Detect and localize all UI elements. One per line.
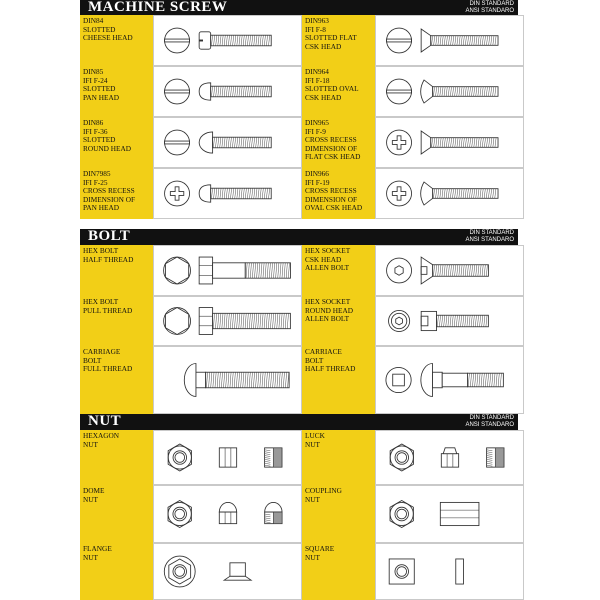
catalog-item [80, 15, 302, 66]
cross-recess-head-icon [387, 130, 412, 155]
item-label-panel [302, 245, 375, 296]
square-nut-side-icon [456, 559, 464, 584]
item-label: DIN964 IFI F-18 SLOTTED OVAL CSK HEAD [305, 67, 359, 102]
coupling-nut-top-icon [390, 500, 413, 527]
catalog-item [302, 543, 524, 600]
item-label-panel [302, 430, 375, 485]
item-drawing [154, 486, 301, 542]
socket-csk-head-icon [387, 258, 412, 283]
item-drawing [154, 246, 301, 295]
item-drawing [376, 118, 523, 167]
catalog-item [302, 117, 524, 168]
item-drawing [376, 544, 523, 599]
item-label-panel [302, 296, 375, 346]
pan-head-screw-icon [199, 83, 271, 100]
item-drawing [154, 431, 301, 484]
catalog-item [302, 346, 524, 414]
item-label-panel [302, 485, 375, 543]
item-drawing [154, 544, 301, 599]
item-drawing [376, 347, 523, 413]
slotted-head-icon [165, 130, 190, 155]
section-title: MACHINE SCREW [88, 0, 228, 15]
item-drawing-panel [153, 296, 302, 346]
item-label: HEX BOLT HALF THREAD [83, 246, 134, 264]
section-title: BOLT [88, 228, 131, 244]
cross-recess-head-icon [165, 181, 190, 206]
item-label: FLANGE NUT [83, 544, 112, 562]
item-drawing-panel [375, 15, 524, 66]
round-head-screw-icon [199, 132, 271, 153]
item-label: HEX SOCKET ROUND HEAD ALLEN BOLT [305, 297, 354, 324]
catalog-item [80, 346, 302, 414]
dome-nut-section-icon [265, 502, 282, 523]
socket-csk-bolt-icon [421, 257, 488, 284]
item-label-panel [302, 168, 375, 219]
item-label: HEXAGON NUT [83, 431, 120, 449]
item-label-panel [302, 117, 375, 168]
hex-head-icon [164, 308, 191, 335]
hex-head-icon [164, 257, 191, 284]
catalog-item [80, 543, 302, 600]
item-label: HEX SOCKET CSK HEAD ALLEN BOLT [305, 246, 351, 273]
item-label-panel [80, 296, 153, 346]
dome-nut-top-icon [168, 500, 191, 527]
item-label-panel [80, 245, 153, 296]
standard-label: DIN STANDARD ANSI STANDARO [465, 1, 514, 14]
standard-label: DIN STANDARD ANSI STANDARO [465, 415, 514, 428]
item-label: DIN84 SLOTTED CHEESE HEAD [83, 16, 133, 43]
item-drawing-panel [153, 245, 302, 296]
item-drawing-panel [153, 15, 302, 66]
catalog-item [80, 485, 302, 543]
item-drawing [376, 169, 523, 218]
item-drawing [154, 297, 301, 345]
item-label-panel [80, 15, 153, 66]
item-label: DIN965 IFI F-9 CROSS RECESS DIMENSION OF FLAT CSK HEAD [305, 118, 361, 162]
item-drawing-panel [153, 117, 302, 168]
item-drawing-panel [375, 543, 524, 600]
item-label: CARRIACE BOLT HALF THREAD [305, 347, 356, 374]
item-drawing [154, 347, 301, 413]
item-drawing [376, 486, 523, 542]
item-drawing-panel [375, 245, 524, 296]
slotted-head-icon [387, 79, 412, 104]
item-drawing [154, 169, 301, 218]
item-label-panel [80, 346, 153, 414]
item-drawing [154, 118, 301, 167]
item-label: CARRIAGE BOLT FULL THREAD [83, 347, 133, 374]
item-drawing-panel [375, 346, 524, 414]
item-drawing [376, 431, 523, 484]
item-label-panel [80, 66, 153, 117]
item-drawing-panel [375, 430, 524, 485]
hex-nut-top-icon [168, 444, 191, 471]
lock-nut-section-icon [487, 448, 504, 467]
item-drawing [154, 67, 301, 116]
cheese-head-screw-icon [199, 32, 271, 49]
item-label-panel [80, 485, 153, 543]
catalog-item [302, 15, 524, 66]
flange-nut-top-icon [164, 556, 195, 587]
item-label: DIN963 IFI F-8 SLOTTED FLAT CSK HEAD [305, 16, 357, 51]
section-header-bar [80, 414, 518, 430]
item-label: DIN86 IFI F-36 SLOTTED ROUND HEAD [83, 118, 132, 153]
item-label-panel [80, 430, 153, 485]
item-drawing-panel [153, 168, 302, 219]
item-drawing [376, 67, 523, 116]
item-drawing-panel [375, 66, 524, 117]
item-label: SQUARE NUT [305, 544, 335, 562]
item-drawing-panel [375, 117, 524, 168]
catalog-item [302, 430, 524, 485]
catalog-item [302, 485, 524, 543]
catalog-item [80, 430, 302, 485]
flange-nut-side-icon [224, 563, 251, 580]
catalog-item [302, 66, 524, 117]
item-label: COUPLING NUT [305, 486, 342, 504]
hex-nut-side-icon [219, 448, 236, 467]
socket-head-cap-bolt-icon [421, 311, 488, 330]
item-label-panel [302, 346, 375, 414]
item-label: DIN85 IFI F-24 SLOTTED PAN HEAD [83, 67, 120, 102]
section-header-bar [80, 0, 518, 16]
oval-csk-screw-icon [421, 80, 498, 103]
item-drawing [376, 16, 523, 65]
section-title: NUT [88, 413, 122, 429]
square-nut-top-icon [389, 559, 414, 584]
catalog-item [80, 117, 302, 168]
standard-label: DIN STANDARD ANSI STANDARO [465, 230, 514, 243]
item-drawing [376, 246, 523, 295]
carriage-head-top-icon [386, 367, 411, 392]
item-drawing [376, 297, 523, 345]
carriage-bolt-full-thread-icon [184, 364, 289, 397]
hex-bolt-full-thread-icon [199, 308, 290, 335]
coupling-nut-side-icon [440, 502, 479, 525]
item-label-panel [302, 543, 375, 600]
flat-csk-screw-icon [421, 29, 498, 52]
item-drawing-panel [153, 346, 302, 414]
lock-nut-top-icon [390, 444, 413, 471]
catalog-item [302, 168, 524, 219]
catalog-item [80, 168, 302, 219]
catalog-item [80, 66, 302, 117]
pan-head-screw-icon [199, 185, 271, 202]
item-label: LUCK NUT [305, 431, 325, 449]
item-label-panel [302, 66, 375, 117]
item-label: DIN7985 IFI F-25 CROSS RECESS DIMENSION OF PAN HEAD [83, 169, 136, 213]
item-drawing-panel [375, 168, 524, 219]
item-label: DOME NUT [83, 486, 105, 504]
dome-nut-side-icon [219, 502, 236, 523]
item-drawing-panel [153, 543, 302, 600]
catalog-item [80, 296, 302, 346]
hex-nut-section-icon [265, 448, 282, 467]
cross-recess-head-icon [387, 181, 412, 206]
lock-nut-side-icon [441, 448, 458, 467]
item-label-panel [80, 543, 153, 600]
item-label-panel [302, 15, 375, 66]
item-label-panel [80, 117, 153, 168]
catalog-item [302, 245, 524, 296]
flat-csk-screw-icon [421, 131, 498, 154]
item-label: HEX BOLT PULL THREAD [83, 297, 133, 315]
item-drawing [154, 16, 301, 65]
item-label-panel [80, 168, 153, 219]
slotted-head-icon [387, 28, 412, 53]
carriage-bolt-half-thread-icon [421, 364, 504, 397]
hex-bolt-half-thread-icon [199, 257, 290, 284]
item-drawing-panel [375, 485, 524, 543]
catalog-item [80, 245, 302, 296]
item-label: DIN966 IFI F-19 CROSS RECESS DIMENSION OF OVAL CSK HEAD [305, 169, 363, 213]
item-drawing-panel [375, 296, 524, 346]
oval-csk-screw-icon [421, 182, 498, 205]
slotted-head-icon [165, 28, 190, 53]
item-drawing-panel [153, 485, 302, 543]
socket-round-head-icon [389, 310, 410, 331]
item-drawing-panel [153, 430, 302, 485]
catalog-item [302, 296, 524, 346]
slotted-head-icon [165, 79, 190, 104]
section-header-bar [80, 229, 518, 245]
item-drawing-panel [153, 66, 302, 117]
